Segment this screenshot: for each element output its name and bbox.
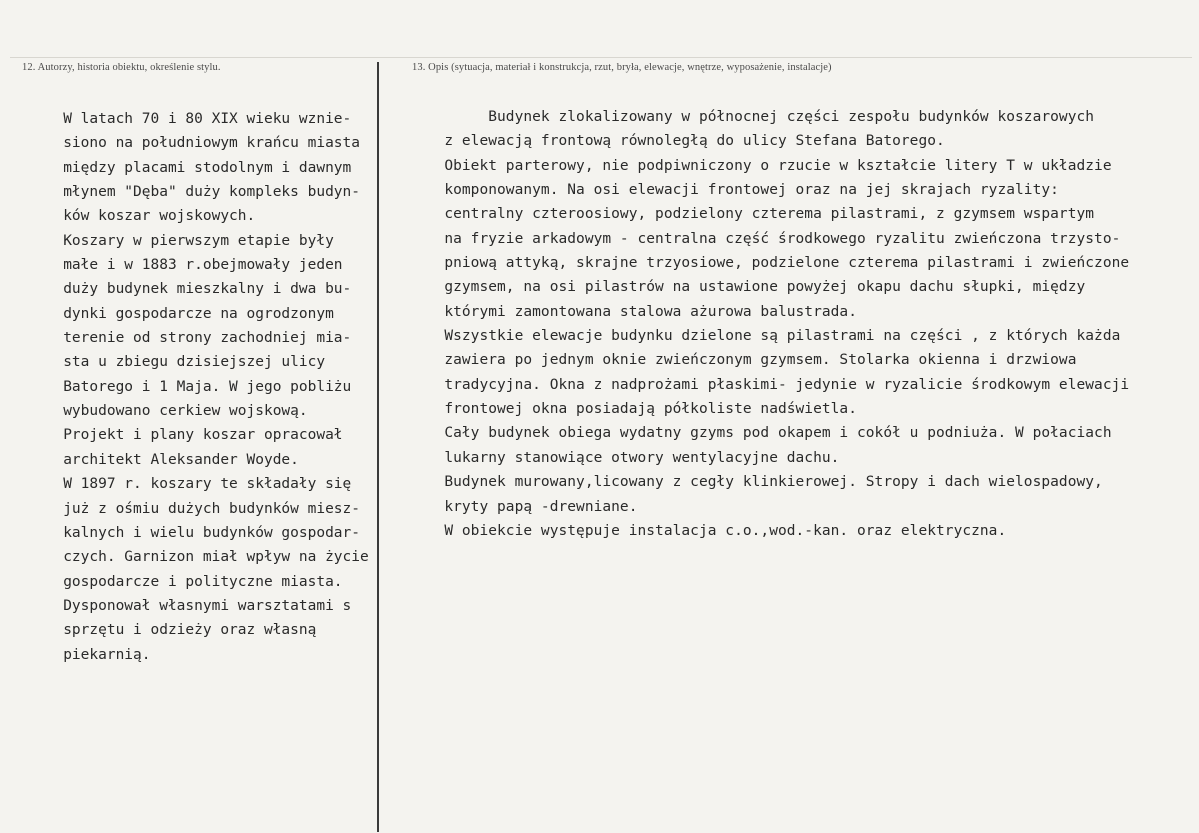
description-text-line: tradycyjna. Okna z nadprożami płaskimi- jedynie w ryzalicie środkowym elewacji (418, 376, 1130, 393)
description-text-line: lukarny stanowiące otwory wentylacyjne dachu. (418, 449, 840, 466)
description-text-column (418, 105, 1193, 543)
description-text-line: Cały budynek obiega wydatny gzyms pod okapem i cokół u podniuża. W połaciach (418, 425, 1112, 442)
description-text-line: Obiekt parterowy, nie podpiwniczony o rzucie w kształcie litery T w układzie (418, 157, 1112, 174)
history-text-line: duży budynek mieszkalny i dwa bu- (37, 281, 352, 298)
history-text-line: Projekt i plany koszar opracował (37, 427, 343, 444)
description-text-line: z elewacją frontową równoległą do ulicy Stefana Batorego. (418, 133, 945, 150)
history-text-line: dynki gospodarcze na ogrodzonym (37, 305, 334, 322)
description-text-line: W obiekcie występuje instalacja c.o.,wod.-kan. oraz elektryczna. (418, 522, 1007, 539)
description-text-line: zawiera po jednym oknie zwieńczonym gzymsem. Stolarka okienna i drzwiowa (418, 352, 1077, 369)
history-text-line: kalnych i wielu budynków gospodar- (37, 524, 361, 541)
description-text-line: komponowanym. Na osi elewacji frontowej oraz na jej skrajach ryzality: (418, 182, 1059, 199)
history-text-line: architekt Aleksander Woyde. (37, 451, 299, 468)
history-text-line: Koszary w pierwszym etapie były (37, 232, 334, 249)
history-text-line: wybudowano cerkiew wojskową. (37, 403, 308, 420)
description-text-line: Budynek murowany,licowany z cegły klinkierowej. Stropy i dach wielospadowy, (418, 474, 1103, 491)
description-text-line: frontowej okna posiadają półkoliste nadświetla. (418, 401, 857, 418)
history-text-line: siono na południowym krańcu miasta (37, 135, 361, 152)
history-text-line: sprzętu i odzieży oraz własną (37, 622, 317, 639)
description-text-line: którymi zamontowana stalowa ażurowa balustrada. (418, 303, 857, 320)
history-text-line: młynem "Dęba" duży kompleks budyn- (37, 184, 361, 201)
history-text-line: między placami stodolnym i dawnym (37, 159, 352, 176)
history-text-line: W latach 70 i 80 XIX wieku wznie- (37, 111, 352, 127)
history-text-column (37, 107, 387, 667)
description-text-line: kryty papą -drewniane. (418, 498, 638, 515)
history-text-line: W 1897 r. koszary te składały się (37, 476, 352, 493)
history-text-line: Dysponował własnymi warsztatami s (37, 597, 352, 614)
history-text-line: Batorego i 1 Maja. W jego pobliżu (37, 378, 352, 395)
description-text-line: centralny czteroosiowy, podzielony czterema pilastrami, z gzymsem wspartym (418, 206, 1095, 223)
history-text-line: ków koszar wojskowych. (37, 208, 256, 225)
top-rule (10, 57, 1192, 58)
history-text-line: terenie od strony zachodniej mia- (37, 330, 352, 347)
description-text-line: pniową attyką, skrajne trzyosiowe, podzielone czterema pilastrami i zwieńczone (418, 255, 1130, 272)
history-text-line: gospodarcze i polityczne miasta. (37, 573, 343, 590)
history-text-line: sta u zbiegu dzisiejszej ulicy (37, 354, 326, 371)
history-text-line: piekarnią. (37, 646, 151, 663)
description-text-line: Budynek zlokalizowany w północnej części zespołu budynków koszarowych (418, 109, 1095, 125)
history-text-line: czych. Garnizon miał wpływ na życie (37, 549, 369, 566)
history-text-line: już z ośmiu dużych budynków miesz- (37, 500, 361, 517)
section-12-header: 12. Autorzy, historia obiektu, określenie stylu. (22, 62, 221, 73)
description-text-line: Wszystkie elewacje budynku dzielone są pilastrami na części , z których każda (418, 328, 1121, 345)
section-13-header: 13. Opis (sytuacja, materiał i konstrukcja, rzut, bryła, elewacje, wnętrze, wyposażenie, instalacje) (412, 62, 832, 73)
history-text-line: małe i w 1883 r.obejmowały jeden (37, 257, 343, 274)
description-text-line: gzymsem, na osi pilastrów na ustawione powyżej okapu dachu słupki, między (418, 279, 1086, 296)
description-text-line: na fryzie arkadowym - centralna część środkowego ryzalitu zwieńczona trzysto- (418, 230, 1121, 247)
